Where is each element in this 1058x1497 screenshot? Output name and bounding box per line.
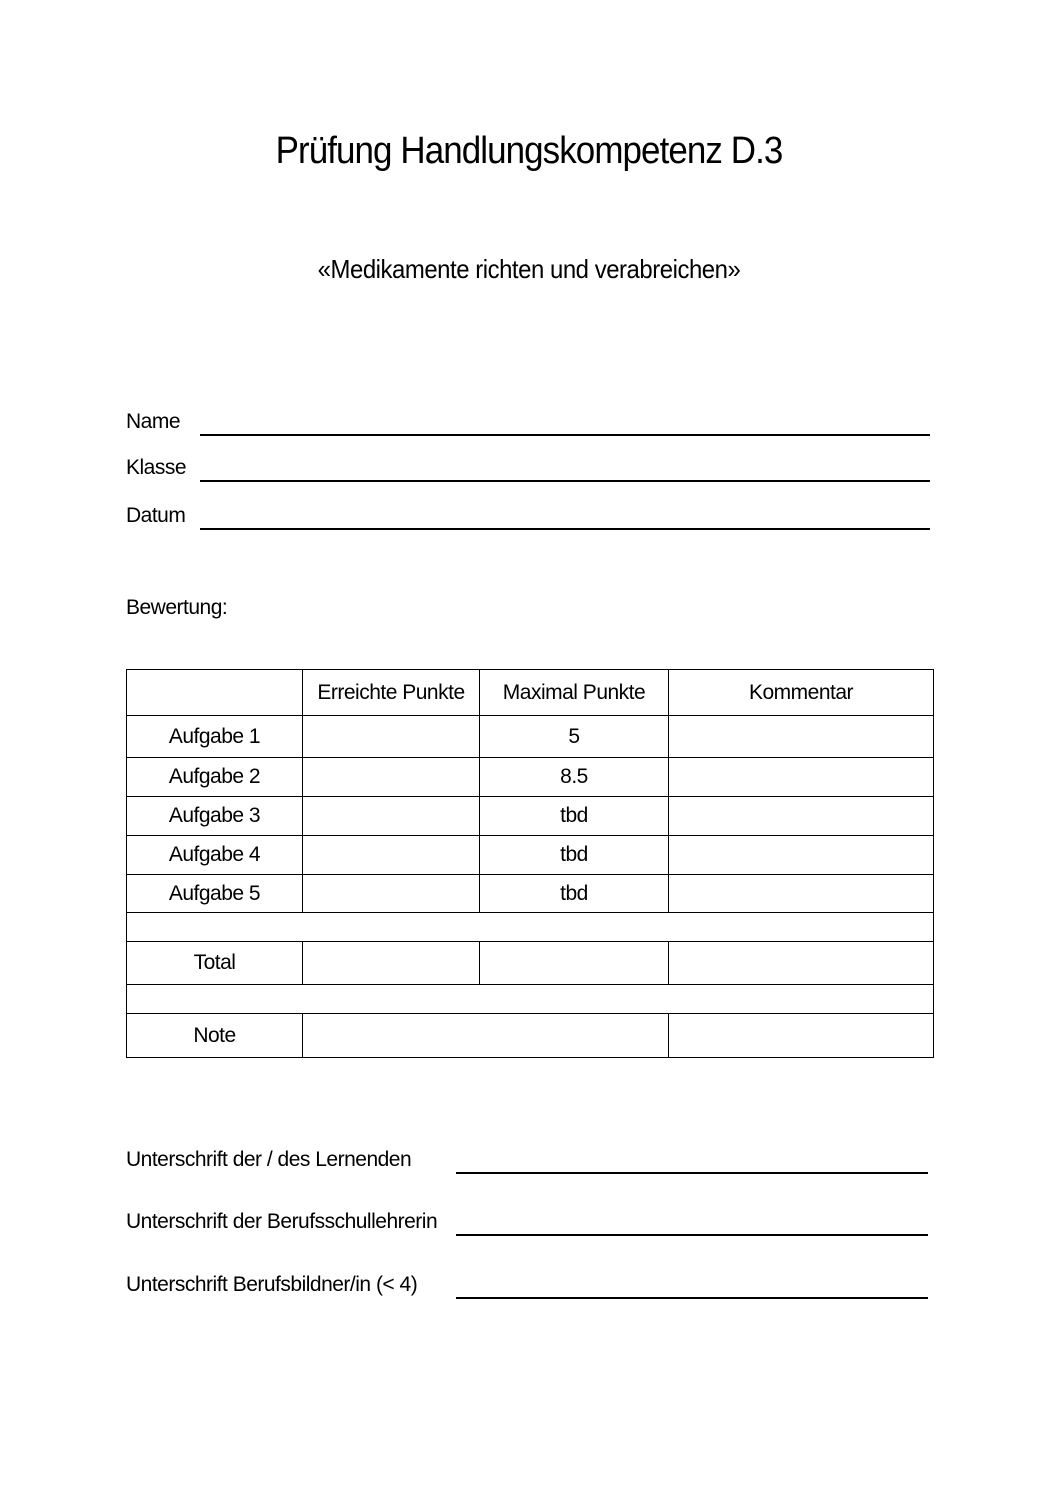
table-header-row <box>127 670 934 716</box>
task-cell: Aufgabe 2 <box>127 758 303 797</box>
task-cell: Aufgabe 5 <box>127 875 303 913</box>
achieved-cell[interactable] <box>303 758 480 797</box>
signature-teacher-label: Unterschrift der Berufsschullehrerin <box>126 1210 438 1233</box>
grade-value-cell[interactable] <box>303 1014 669 1058</box>
header-cell-empty <box>127 670 303 716</box>
max-cell: tbd <box>480 797 669 836</box>
signature-learner[interactable] <box>126 1144 928 1174</box>
class-field[interactable] <box>126 452 930 482</box>
class-input-line[interactable] <box>200 480 930 482</box>
table-row <box>127 716 934 758</box>
header-cell-comment: Kommentar <box>669 670 934 716</box>
grade-row <box>127 1014 934 1058</box>
total-label-cell: Total <box>127 942 303 985</box>
name-input-line[interactable] <box>200 434 930 436</box>
grade-label-cell: Note <box>127 1014 303 1058</box>
signature-learner-label: Unterschrift der / des Lernenden <box>126 1148 412 1171</box>
signature-trainer-label: Unterschrift Berufsbildner/in (< 4) <box>126 1273 418 1296</box>
signature-learner-line[interactable] <box>456 1172 928 1174</box>
grade-comment-cell[interactable] <box>669 1014 934 1058</box>
achieved-cell[interactable] <box>303 797 480 836</box>
spacer-cell <box>127 985 934 1014</box>
table-row <box>127 758 934 797</box>
task-cell: Aufgabe 4 <box>127 836 303 875</box>
task-cell: Aufgabe 1 <box>127 716 303 758</box>
comment-cell[interactable] <box>669 716 934 758</box>
table-row <box>127 797 934 836</box>
max-cell: 8.5 <box>480 758 669 797</box>
comment-cell[interactable] <box>669 758 934 797</box>
page-subtitle: «Medikamente richten und verabreichen» <box>317 254 741 284</box>
date-input-line[interactable] <box>200 528 930 530</box>
class-label: Klasse <box>126 456 187 479</box>
achieved-cell[interactable] <box>303 716 480 758</box>
max-cell: tbd <box>480 875 669 913</box>
task-cell: Aufgabe 3 <box>127 797 303 836</box>
page-title: Prüfung Handlungskompetenz D.3 <box>275 130 783 172</box>
signature-teacher-line[interactable] <box>456 1234 928 1236</box>
signature-teacher[interactable] <box>126 1206 928 1236</box>
spacer-cell <box>127 913 934 942</box>
total-row <box>127 942 934 985</box>
total-comment-cell[interactable] <box>669 942 934 985</box>
comment-cell[interactable] <box>669 797 934 836</box>
evaluation-label: Bewertung: <box>126 596 228 619</box>
spacer-row <box>127 913 934 942</box>
name-field[interactable] <box>126 406 930 436</box>
comment-cell[interactable] <box>669 836 934 875</box>
total-achieved-cell[interactable] <box>303 942 480 985</box>
evaluation-table <box>126 669 934 1058</box>
date-field[interactable] <box>126 500 930 530</box>
spacer-row <box>127 985 934 1014</box>
signature-trainer-line[interactable] <box>456 1297 928 1299</box>
total-max-cell[interactable] <box>480 942 669 985</box>
table-row <box>127 875 934 913</box>
header-cell-max: Maximal Punkte <box>480 670 669 716</box>
name-label: Name <box>126 410 181 433</box>
signature-trainer[interactable] <box>126 1269 928 1299</box>
comment-cell[interactable] <box>669 875 934 913</box>
max-cell: tbd <box>480 836 669 875</box>
max-cell: 5 <box>480 716 669 758</box>
achieved-cell[interactable] <box>303 875 480 913</box>
achieved-cell[interactable] <box>303 836 480 875</box>
date-label: Datum <box>126 504 186 527</box>
table-row <box>127 836 934 875</box>
header-cell-achieved: Erreichte Punkte <box>303 670 480 716</box>
